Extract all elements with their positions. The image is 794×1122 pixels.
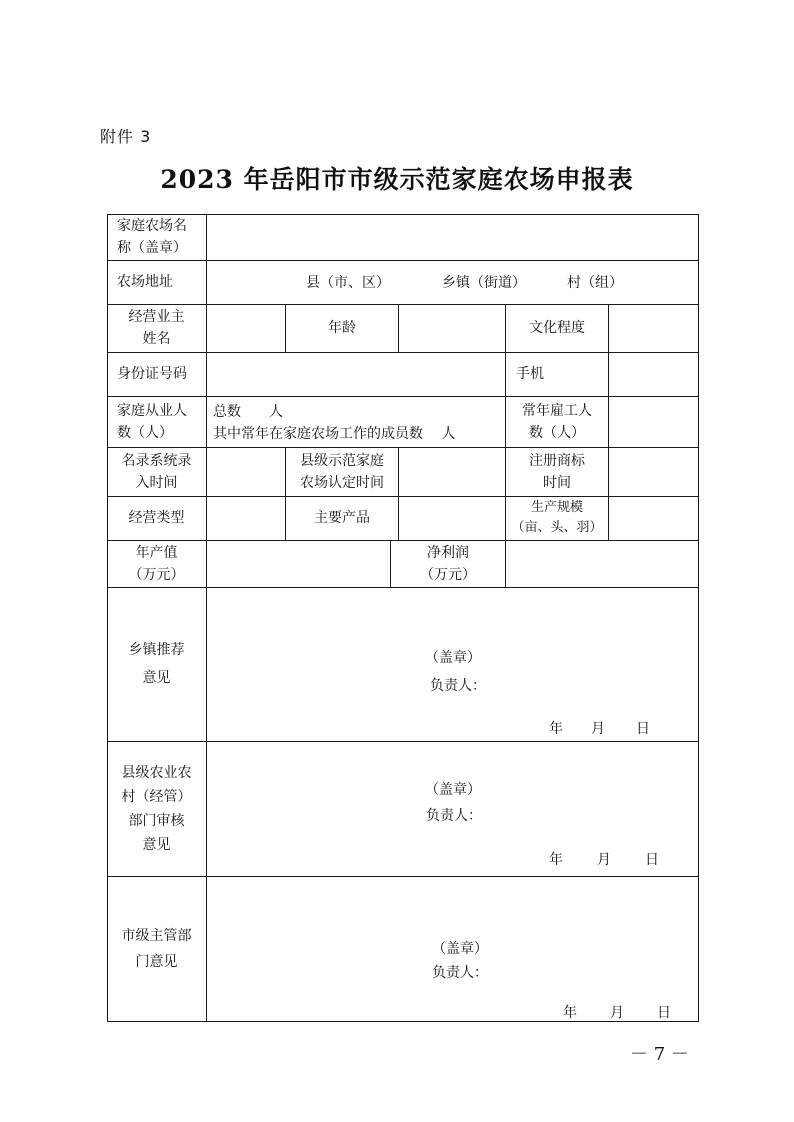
production-scale-label: 生产规模 （亩、头、羽） bbox=[511, 500, 603, 535]
township-day-text: 日 bbox=[636, 721, 650, 737]
county-person-text: 负责人： bbox=[426, 808, 482, 824]
county-cert-time-label: 县级示范家庭 农场认定时间 bbox=[300, 452, 384, 491]
main-product-field[interactable] bbox=[399, 496, 505, 540]
phone-label: 手机 bbox=[516, 366, 544, 382]
workers-label: 家庭从业人 数（人） bbox=[117, 402, 187, 441]
annual-output-label: 年产值 （万元） bbox=[128, 544, 185, 583]
phone-field[interactable] bbox=[609, 352, 698, 396]
county-day-text: 日 bbox=[645, 852, 659, 868]
hired-workers-field[interactable] bbox=[609, 396, 698, 447]
hired-workers-label: 常年雇工人 数（人） bbox=[522, 402, 592, 441]
net-profit-label: 净利润 （万元） bbox=[420, 544, 476, 583]
address-town-label: 乡镇（街道） bbox=[442, 275, 526, 291]
annual-output-field[interactable] bbox=[207, 540, 390, 587]
township-month-text: 月 bbox=[591, 721, 605, 737]
workers-members-text: 其中常年在家庭农场工作的成员数 人 bbox=[213, 426, 456, 442]
address-county-label: 县（市、区） bbox=[306, 275, 390, 291]
net-profit-field[interactable] bbox=[506, 540, 698, 587]
county-cert-time-field[interactable] bbox=[399, 447, 505, 496]
age-field[interactable] bbox=[399, 304, 505, 352]
main-product-label: 主要产品 bbox=[314, 510, 370, 526]
city-opinion-label: 市级主管部 门意见 bbox=[121, 927, 192, 970]
township-year-text: 年 bbox=[549, 721, 563, 737]
county-seal-text: （盖章） bbox=[425, 782, 481, 798]
city-month-text: 月 bbox=[610, 1005, 624, 1021]
business-type-label: 经营类型 bbox=[128, 510, 185, 526]
city-year-text: 年 bbox=[563, 1005, 577, 1021]
education-label: 文化程度 bbox=[529, 320, 585, 336]
farm-name-label: 家庭农场名 称（盖章） bbox=[117, 218, 187, 256]
id-number-field[interactable] bbox=[207, 352, 505, 396]
address-label: 农场地址 bbox=[117, 274, 173, 290]
attachment-label: 附件 3 bbox=[100, 127, 152, 146]
township-opinion-label: 乡镇推荐 意见 bbox=[128, 642, 185, 686]
workers-total-text: 总数 人 bbox=[213, 404, 283, 420]
trademark-time-field[interactable] bbox=[609, 447, 698, 496]
id-number-label: 身份证号码 bbox=[117, 366, 187, 382]
register-time-field[interactable] bbox=[207, 447, 285, 496]
register-time-label: 名录系统录 入时间 bbox=[121, 452, 192, 491]
production-scale-field[interactable] bbox=[609, 496, 698, 540]
page-title: 2023 年岳阳市市级示范家庭农场申报表 bbox=[160, 165, 634, 194]
city-person-text: 负责人： bbox=[432, 965, 488, 981]
township-person-text: 负责人： bbox=[430, 678, 486, 694]
business-type-field[interactable] bbox=[207, 496, 285, 540]
county-month-text: 月 bbox=[597, 852, 611, 868]
city-seal-text: （盖章） bbox=[432, 941, 488, 957]
county-year-text: 年 bbox=[549, 852, 563, 868]
farm-name-field[interactable] bbox=[207, 214, 698, 260]
county-opinion-label: 县级农业农 村（经管） 部门审核 意见 bbox=[121, 764, 192, 853]
trademark-time-label: 注册商标 时间 bbox=[529, 452, 585, 491]
page-number: － 7 － bbox=[630, 1044, 689, 1065]
owner-name-label: 经营业主 姓名 bbox=[128, 309, 185, 347]
city-day-text: 日 bbox=[657, 1005, 671, 1021]
township-seal-text: （盖章） bbox=[425, 650, 481, 666]
owner-name-field[interactable] bbox=[207, 304, 285, 352]
education-field[interactable] bbox=[609, 304, 698, 352]
address-village-label: 村（组） bbox=[567, 275, 623, 291]
age-label: 年龄 bbox=[328, 320, 356, 336]
